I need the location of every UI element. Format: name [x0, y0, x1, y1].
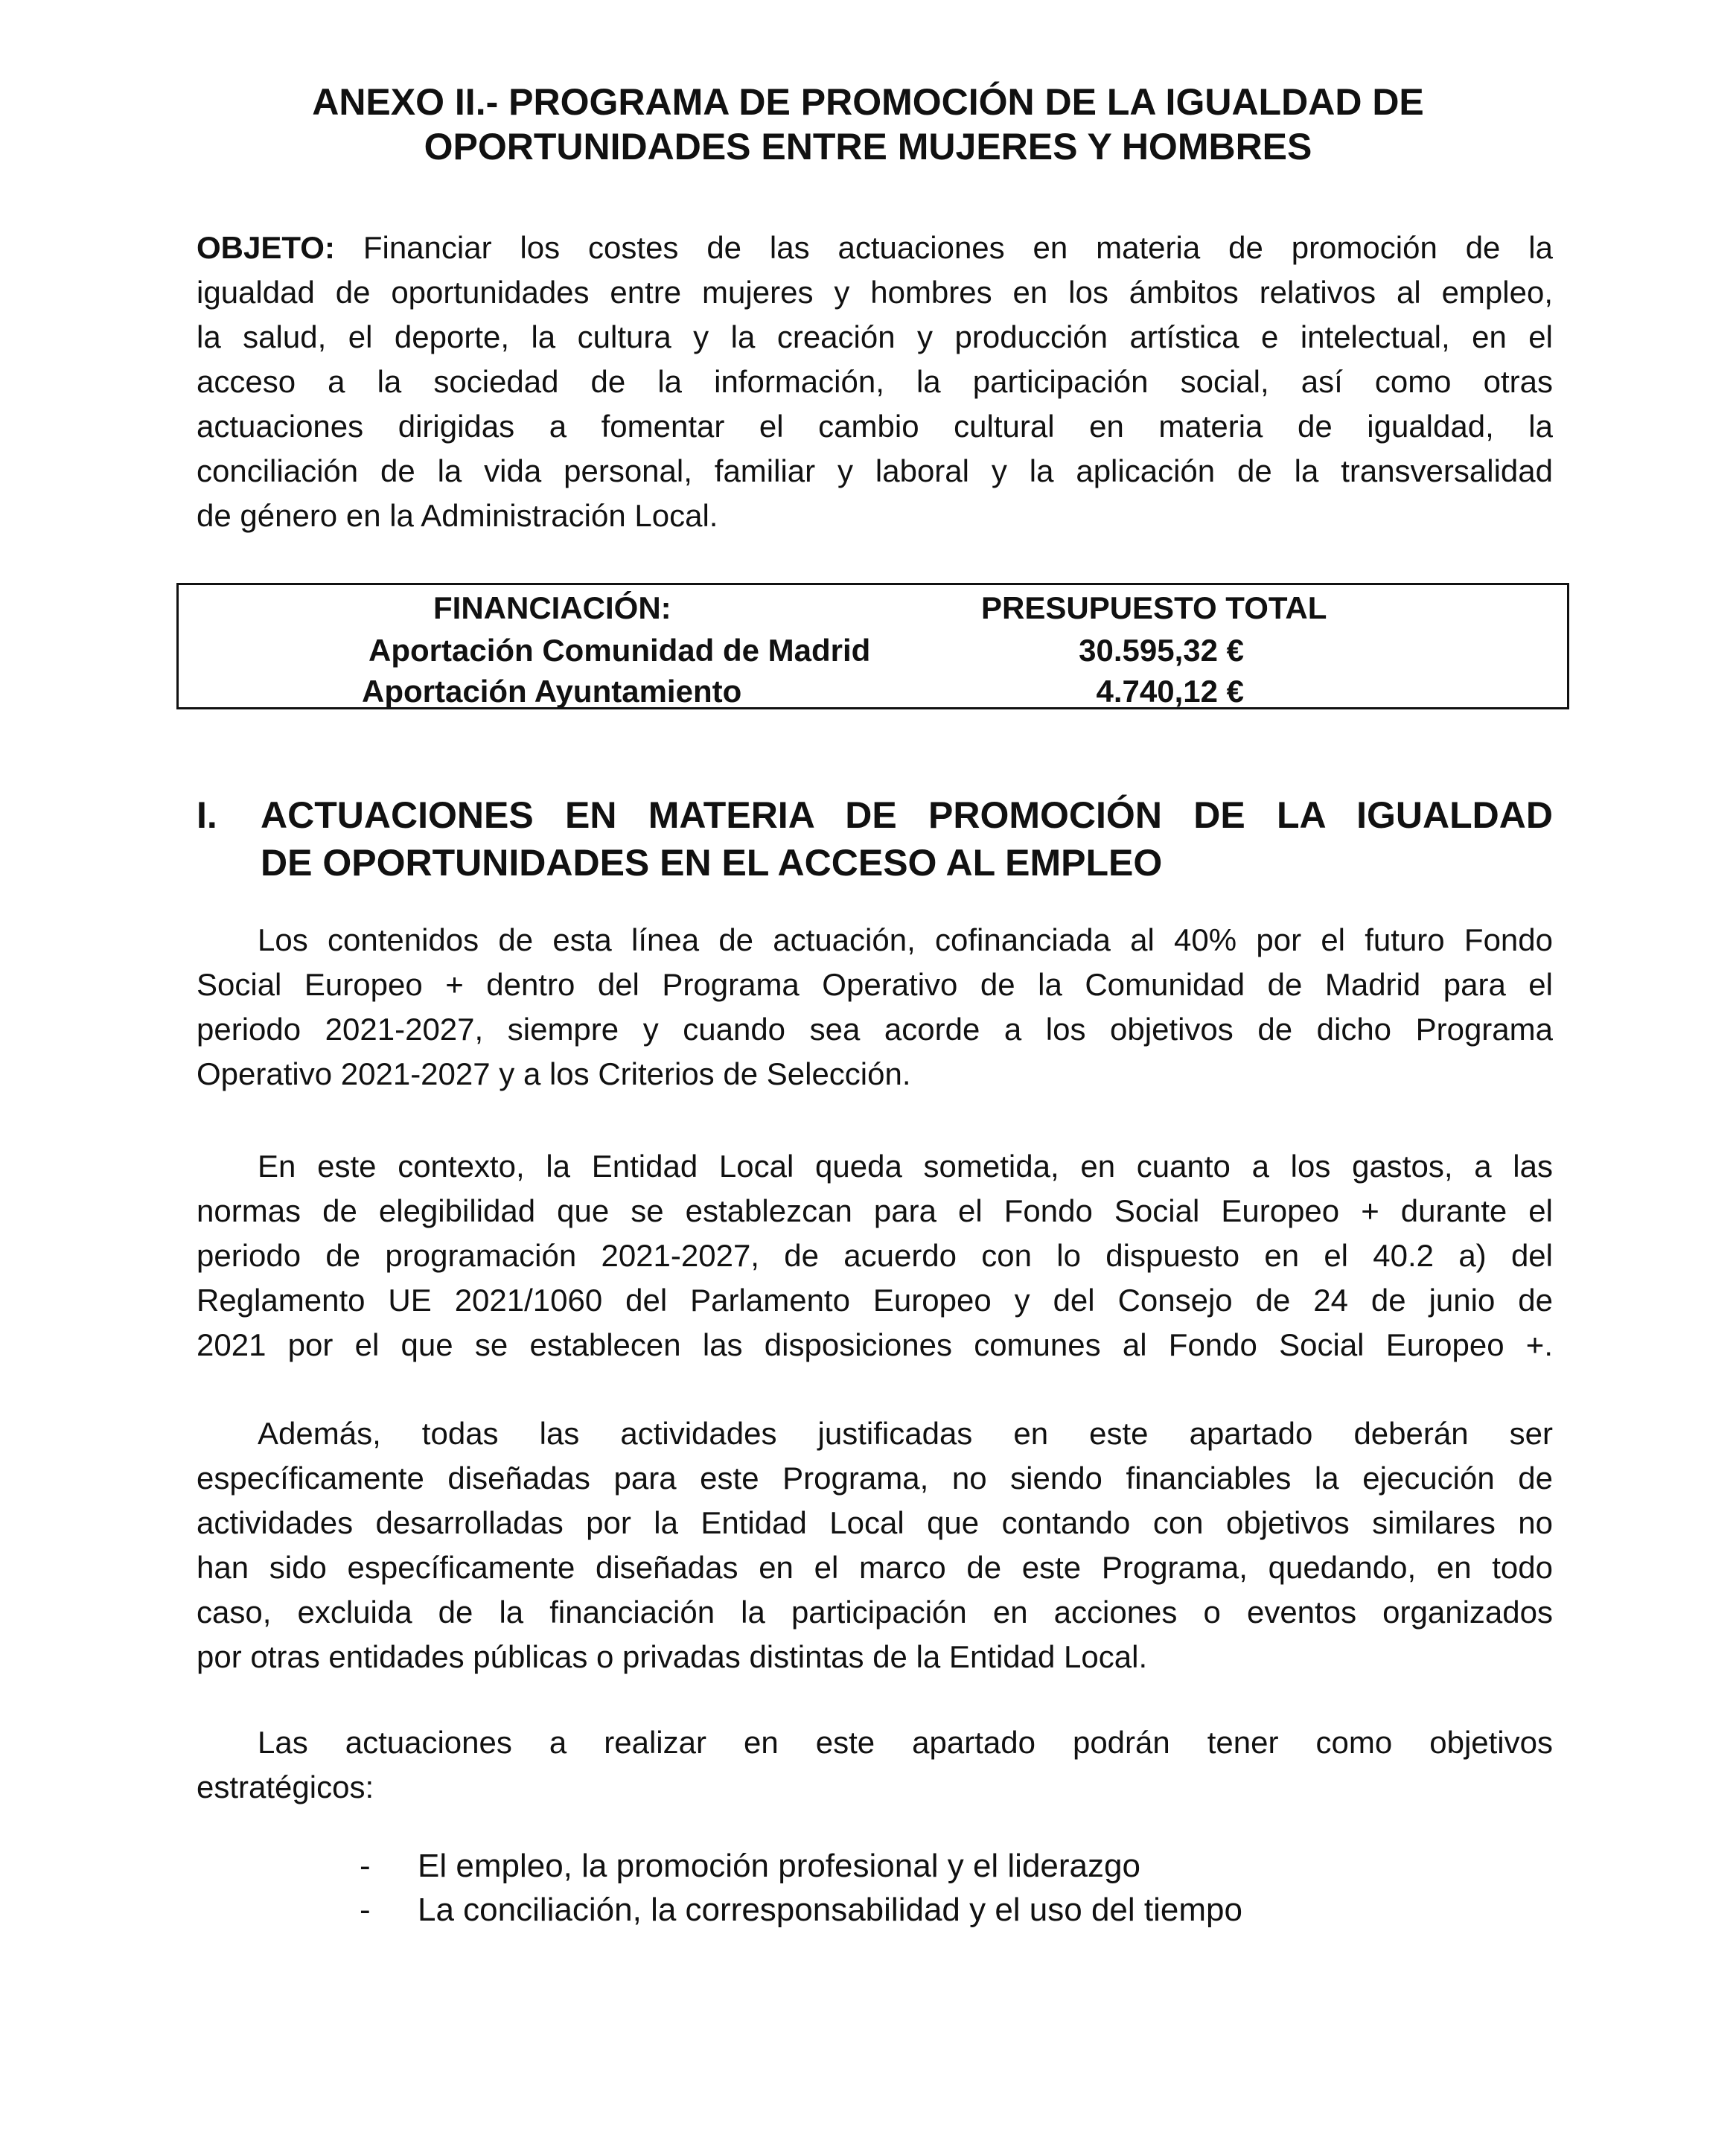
paragraph-line: han sido específicamente diseñadas en el marco de este Programa, quedando, en todo: [197, 1550, 1553, 1585]
paragraph-line: Los contenidos de esta línea de actuación, cofinanciada al 40% por el futuro Fondo: [258, 922, 1553, 957]
paragraph-line: Social Europeo + dentro del Programa Operativo de la Comunidad de Madrid para el: [197, 967, 1553, 1002]
paragraph-line: periodo de programación 2021-2027, de acuerdo con lo dispuesto en el 40.2 a) del: [197, 1238, 1553, 1273]
section-heading-line-2: DE OPORTUNIDADES EN EL ACCESO AL EMPLEO: [261, 842, 1163, 884]
document-title-line-1: ANEXO II.- PROGRAMA DE PROMOCIÓN DE LA IGUALDAD DE: [312, 81, 1424, 123]
objeto-line: actuaciones dirigidas a fomentar el cambio cultural en materia de igualdad, la: [197, 409, 1553, 444]
paragraph-line: En este contexto, la Entidad Local queda sometida, en cuanto a los gastos, a las: [258, 1149, 1553, 1184]
paragraph-line: Reglamento UE 2021/1060 del Parlamento Europeo y del Consejo de 24 de junio de: [197, 1283, 1553, 1318]
section-number: I.: [197, 794, 217, 836]
budget-header: PRESUPUESTO TOTAL: [981, 590, 1327, 625]
row-amount-comunidad: 30.595,32 €: [1079, 633, 1244, 668]
paragraph-line: Operativo 2021-2027 y a los Criterios de Selección.: [197, 1056, 911, 1091]
paragraph-line: normas de elegibilidad que se establezcan para el Fondo Social Europeo + durante el: [197, 1193, 1553, 1228]
paragraph-line: estratégicos:: [197, 1769, 374, 1804]
objeto-line: conciliación de la vida personal, familiar y laboral y la aplicación de la transversalidad: [197, 453, 1553, 488]
objeto-line: de género en la Administración Local.: [197, 498, 718, 533]
objeto-line: igualdad de oportunidades entre mujeres y hombres en los ámbitos relativos al empleo,: [197, 275, 1553, 310]
financing-table: [176, 583, 1569, 709]
financing-header: FINANCIACIÓN:: [433, 590, 671, 625]
row-label-ayuntamiento: Aportación Ayuntamiento: [362, 674, 742, 709]
row-label-comunidad: Aportación Comunidad de Madrid: [368, 633, 871, 668]
objeto-line: acceso a la sociedad de la información, la participación social, así como otras: [197, 364, 1553, 399]
list-item: El empleo, la promoción profesional y el liderazgo: [418, 1848, 1140, 1884]
bullet-dash: -: [360, 1848, 371, 1884]
objeto-text: Financiar los costes de las actuaciones en materia de promoción de la: [334, 230, 1553, 265]
paragraph-line: 2021 por el que se establecen las disposiciones comunes al Fondo Social Europeo +.: [197, 1327, 1553, 1362]
document-title-line-2: OPORTUNIDADES ENTRE MUJERES Y HOMBRES: [424, 126, 1312, 167]
objeto-line: la salud, el deporte, la cultura y la creación y producción artística e intelectual, en el: [197, 319, 1553, 354]
paragraph-line: Las actuaciones a realizar en este apartado podrán tener como objetivos: [258, 1725, 1553, 1760]
paragraph-line: periodo 2021-2027, siempre y cuando sea acorde a los objetivos de dicho Programa: [197, 1012, 1553, 1047]
row-amount-ayuntamiento: 4.740,12 €: [1096, 674, 1244, 709]
paragraph-line: caso, excluida de la financiación la participación en acciones o eventos organizados: [197, 1595, 1553, 1630]
objeto-line: [197, 226, 1553, 270]
objeto-label: OBJETO:: [197, 230, 335, 265]
paragraph-line: por otras entidades públicas o privadas distintas de la Entidad Local.: [197, 1639, 1148, 1674]
paragraph-line: actividades desarrolladas por la Entidad Local que contando con objetivos similares no: [197, 1505, 1553, 1540]
bullet-dash: -: [360, 1892, 371, 1928]
section-heading-line-1: ACTUACIONES EN MATERIA DE PROMOCIÓN DE LA IGUALDAD: [261, 794, 1553, 836]
list-item: La conciliación, la corresponsabilidad y el uso del tiempo: [418, 1892, 1242, 1928]
paragraph-line: específicamente diseñadas para este Programa, no siendo financiables la ejecución de: [197, 1461, 1553, 1496]
paragraph-line: Además, todas las actividades justificadas en este apartado deberán ser: [258, 1416, 1553, 1451]
